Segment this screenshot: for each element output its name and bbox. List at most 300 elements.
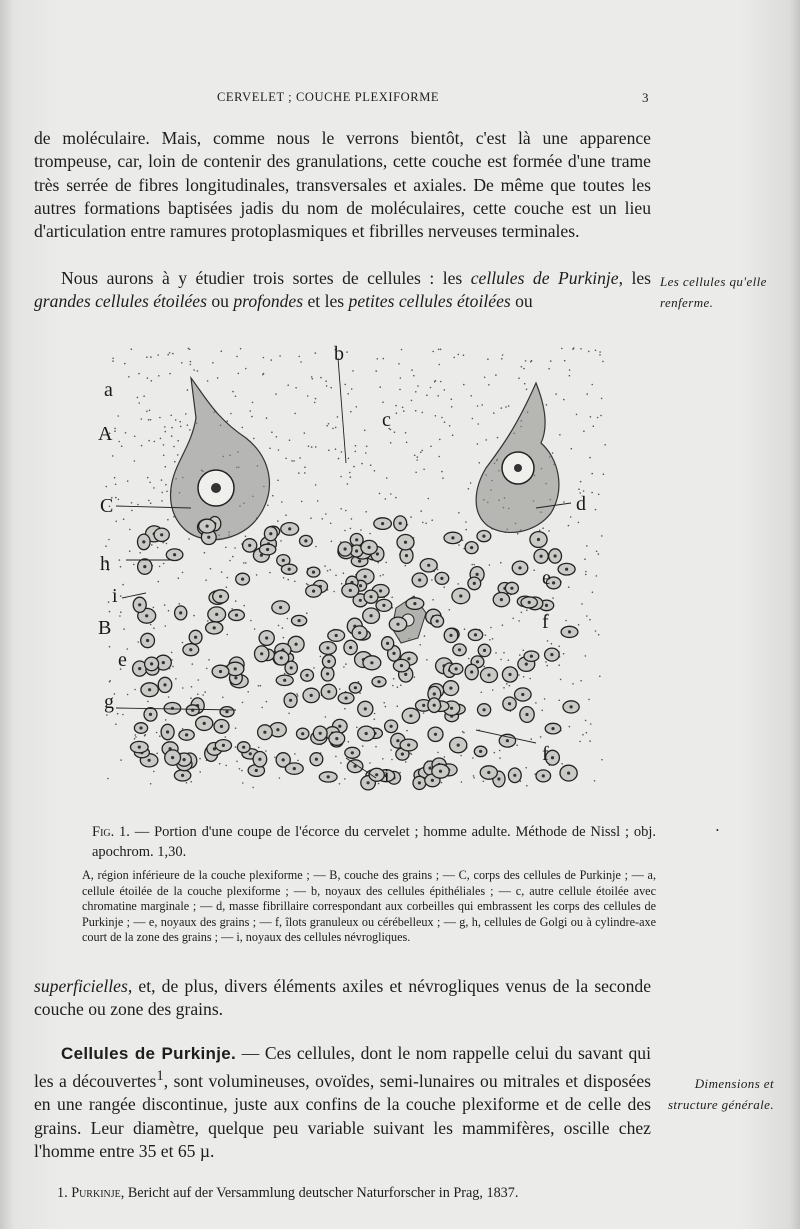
stipple-dot [595, 509, 597, 511]
granule-chromatin [551, 727, 554, 730]
stipple-dot [405, 761, 407, 763]
stipple-dot [207, 620, 209, 622]
stipple-dot [150, 419, 152, 421]
stipple-dot [399, 772, 401, 774]
granule-chromatin [482, 535, 485, 538]
stipple-dot [401, 349, 403, 351]
stipple-dot [253, 438, 255, 440]
stipple-dot [458, 544, 460, 546]
granule-chromatin [545, 604, 548, 607]
granule-chromatin [400, 664, 403, 667]
stipple-dot [432, 351, 434, 353]
stipple-dot [263, 357, 265, 359]
stipple-dot [452, 434, 454, 436]
stipple-dot [492, 689, 494, 691]
stipple-dot [283, 577, 285, 579]
granule-chromatin [304, 539, 307, 542]
granule-chromatin [138, 746, 141, 749]
stipple-dot [297, 760, 299, 762]
stipple-dot [245, 368, 247, 370]
stipple-dot [169, 352, 171, 354]
granule-chromatin [518, 566, 521, 569]
stipple-dot [449, 609, 451, 611]
stipple-dot [123, 518, 125, 520]
granule-chromatin [266, 548, 269, 551]
stipple-dot [593, 425, 595, 427]
stipple-dot [284, 673, 286, 675]
stipple-dot [431, 579, 433, 581]
stipple-dot [374, 713, 376, 715]
stipple-dot [441, 782, 443, 784]
stipple-dot [192, 663, 194, 665]
granule-chromatin [450, 707, 453, 710]
granule-chromatin [404, 673, 407, 676]
stipple-dot [488, 384, 490, 386]
granule-chromatin [280, 656, 283, 659]
p3-em: superficielles [34, 976, 128, 996]
stipple-dot [143, 395, 145, 397]
granule-chromatin [365, 732, 368, 735]
stipple-dot [127, 480, 129, 482]
granule-chromatin [528, 601, 531, 604]
figure-label: e [542, 567, 551, 589]
stipple-dot [263, 373, 265, 375]
stipple-dot [406, 442, 408, 444]
granule-chromatin [476, 573, 479, 576]
stipple-dot [115, 484, 117, 486]
granule-chromatin [265, 636, 268, 639]
stipple-dot [137, 504, 139, 506]
stipple-dot [586, 732, 588, 734]
figure-label: b [334, 343, 344, 365]
stipple-dot [341, 583, 343, 585]
figure-label: e [118, 649, 127, 671]
stipple-dot [185, 413, 187, 415]
granule-chromatin [194, 636, 197, 639]
stipple-dot [279, 355, 281, 357]
purkinje-cell-left [171, 378, 270, 540]
granule-chromatin [269, 532, 272, 535]
stipple-dot [411, 369, 413, 371]
stipple-dot [161, 479, 163, 481]
stipple-dot [383, 358, 385, 360]
stipple-dot [127, 694, 129, 696]
stipple-dot [301, 501, 303, 503]
granule-chromatin [222, 744, 225, 747]
stipple-dot [437, 752, 439, 754]
stipple-dot [210, 568, 212, 570]
stipple-dot [157, 547, 159, 549]
stipple-dot [506, 683, 508, 685]
figure-label: C [100, 495, 114, 517]
stipple-dot [494, 752, 496, 754]
stipple-dot [106, 714, 108, 716]
stipple-dot [481, 692, 483, 694]
granule-chromatin [327, 775, 330, 778]
stipple-dot [525, 360, 527, 362]
stipple-dot [356, 406, 358, 408]
stipple-dot [304, 432, 306, 434]
stipple-dot [344, 384, 346, 386]
stipple-dot [249, 410, 251, 412]
stipple-dot [172, 353, 174, 355]
stipple-dot [137, 641, 139, 643]
stipple-dot [307, 584, 309, 586]
stipple-dot [477, 405, 479, 407]
granule-chromatin [282, 758, 285, 761]
stipple-dot [353, 466, 355, 468]
granule-chromatin [355, 538, 358, 541]
stipple-dot [229, 560, 231, 562]
stipple-dot [548, 530, 550, 532]
stipple-dot [109, 646, 111, 648]
stipple-dot [426, 394, 428, 396]
granule-chromatin [409, 714, 412, 717]
stipple-dot [153, 487, 155, 489]
stipple-dot [198, 679, 200, 681]
stipple-dot [385, 498, 387, 500]
stipple-dot [382, 401, 384, 403]
stipple-dot [307, 395, 309, 397]
stipple-dot [157, 354, 159, 356]
stipple-dot [598, 553, 600, 555]
stipple-dot [134, 738, 136, 740]
stipple-dot [550, 360, 552, 362]
stipple-dot [350, 411, 352, 413]
stipple-dot [523, 368, 525, 370]
stipple-dot [308, 445, 310, 447]
stipple-dot [260, 685, 262, 687]
stipple-dot [300, 361, 302, 363]
granule-chromatin [359, 599, 362, 602]
stipple-dot [326, 385, 328, 387]
stipple-dot [221, 571, 223, 573]
stipple-dot [147, 701, 149, 703]
stipple-dot [546, 665, 548, 667]
p2-text-e: ou [510, 291, 533, 312]
granule-chromatin [370, 661, 373, 664]
granule-chromatin [295, 643, 298, 646]
stipple-dot [311, 446, 313, 448]
stipple-dot [106, 486, 108, 488]
stipple-dot [599, 351, 601, 353]
stipple-dot [437, 569, 439, 571]
granule-chromatin [260, 652, 263, 655]
stipple-dot [151, 544, 153, 546]
granule-chromatin [392, 652, 395, 655]
stipple-dot [232, 391, 234, 393]
granule-chromatin [234, 676, 237, 679]
granule-chromatin [241, 578, 244, 581]
stipple-dot [502, 354, 504, 356]
granule-chromatin [312, 571, 315, 574]
stipple-dot [547, 640, 549, 642]
granule-chromatin [537, 538, 540, 541]
stipple-dot [138, 373, 140, 375]
stipple-dot [578, 624, 580, 626]
granule-chromatin [434, 733, 437, 736]
stipple-dot [473, 564, 475, 566]
stipple-dot [419, 644, 421, 646]
granule-chromatin [551, 756, 554, 759]
granule-chromatin [173, 553, 176, 556]
granule-chromatin [382, 604, 385, 607]
stipple-dot [500, 659, 502, 661]
stipple-dot [131, 348, 133, 350]
stipple-dot [330, 523, 332, 525]
granule-chromatin [449, 634, 452, 637]
stipple-dot [382, 758, 384, 760]
stipple-dot [207, 380, 209, 382]
stipple-dot [269, 572, 271, 574]
granule-chromatin [364, 575, 367, 578]
stipple-dot [172, 666, 174, 668]
stipple-dot [144, 735, 146, 737]
granule-chromatin [381, 522, 384, 525]
stipple-dot [236, 761, 238, 763]
stipple-dot [148, 419, 150, 421]
stipple-dot [588, 351, 590, 353]
stipple-dot [339, 783, 341, 785]
stipple-dot [118, 441, 120, 443]
stipple-dot [128, 376, 130, 378]
stipple-dot [131, 502, 133, 504]
granule-chromatin [550, 653, 553, 656]
granule-chromatin [162, 661, 165, 664]
stipple-dot [572, 683, 574, 685]
stipple-dot [338, 458, 340, 460]
stipple-dot [141, 445, 143, 447]
stipple-dot [340, 762, 342, 764]
granule-chromatin [364, 707, 367, 710]
stipple-dot [171, 435, 173, 437]
figure-label: A [98, 423, 113, 445]
stipple-dot [560, 679, 562, 681]
stipple-dot [344, 778, 346, 780]
stipple-dot [405, 565, 407, 567]
stipple-dot [552, 452, 554, 454]
stipple-dot [561, 348, 563, 350]
granule-chromatin [497, 777, 500, 780]
stipple-dot [271, 359, 273, 361]
stipple-dot [235, 727, 237, 729]
stipple-dot [585, 655, 587, 657]
stipple-dot [366, 446, 368, 448]
stipple-dot [385, 562, 387, 564]
stipple-dot [465, 529, 467, 531]
stipple-dot [324, 565, 326, 567]
stipple-dot [122, 714, 124, 716]
stipple-dot [287, 384, 289, 386]
stipple-dot [431, 519, 433, 521]
stipple-dot [277, 480, 279, 482]
stipple-dot [351, 518, 353, 520]
granule-chromatin [405, 554, 408, 557]
granule-chromatin [301, 732, 304, 735]
stipple-dot [444, 389, 446, 391]
stipple-dot [328, 450, 330, 452]
stipple-dot [243, 605, 245, 607]
stipple-dot [276, 436, 278, 438]
stipple-dot [348, 458, 350, 460]
granule-chromatin [349, 646, 352, 649]
stipple-dot [150, 356, 152, 358]
stipple-dot [245, 562, 247, 564]
stipple-dot [589, 740, 591, 742]
stipple-dot [315, 546, 317, 548]
granule-chromatin [290, 666, 293, 669]
stipple-dot [565, 620, 567, 622]
stipple-dot [285, 514, 287, 516]
stipple-dot [265, 750, 267, 752]
stipple-dot [344, 708, 346, 710]
granule-chromatin [370, 614, 373, 617]
stipple-dot [422, 412, 424, 414]
granule-chromatin [166, 730, 169, 733]
stipple-dot [242, 702, 244, 704]
stipple-dot [335, 756, 337, 758]
stipple-dot [596, 551, 598, 553]
histology-illustration [96, 338, 616, 798]
stipple-dot [416, 459, 418, 461]
granule-chromatin [457, 744, 460, 747]
stipple-dot [540, 736, 542, 738]
stipple-dot [400, 684, 402, 686]
stipple-dot [596, 575, 598, 577]
stipple-dot [177, 454, 179, 456]
stipple-dot [226, 586, 228, 588]
granule-chromatin [138, 603, 141, 606]
stipple-dot [589, 619, 591, 621]
figure-label: f [542, 611, 549, 633]
stipple-dot [444, 756, 446, 758]
stipple-dot [107, 778, 109, 780]
granule-chromatin [327, 690, 330, 693]
granule-chromatin [338, 725, 341, 728]
stipple-dot [382, 574, 384, 576]
granule-chromatin [345, 697, 348, 700]
stipple-dot [440, 381, 442, 383]
stipple-dot [325, 716, 327, 718]
stipple-dot [508, 405, 510, 407]
stipple-dot [293, 460, 295, 462]
stipple-dot [112, 455, 114, 457]
stipple-dot [122, 584, 124, 586]
stipple-dot [435, 415, 437, 417]
granule-chromatin [401, 753, 404, 756]
granule-chromatin [344, 547, 347, 550]
granule-chromatin [142, 540, 145, 543]
granule-chromatin [293, 767, 296, 770]
stipple-dot [315, 484, 317, 486]
stipple-dot [344, 530, 346, 532]
stipple-dot [489, 564, 491, 566]
stipple-dot [444, 421, 446, 423]
granule-chromatin [335, 737, 338, 740]
granule-chromatin [418, 578, 421, 581]
stipple-dot [485, 634, 487, 636]
granule-chromatin [431, 779, 434, 782]
stipple-dot [599, 354, 601, 356]
footnote [57, 1185, 657, 1202]
stipple-dot [271, 431, 273, 433]
granule-chromatin [510, 587, 513, 590]
stipple-dot [378, 783, 380, 785]
stipple-dot [120, 595, 122, 597]
stipple-dot [306, 612, 308, 614]
stipple-dot [392, 685, 394, 687]
granule-chromatin [139, 726, 142, 729]
granule-chromatin [206, 525, 209, 528]
granule-chromatin [542, 774, 545, 777]
stipple-dot [108, 601, 110, 603]
granule-chromatin [474, 633, 477, 636]
page-number: 3 [642, 90, 649, 105]
p2-em-a: cellules de Purkinje [470, 268, 619, 288]
stipple-dot [473, 775, 475, 777]
stipple-dot [322, 518, 324, 520]
stipple-dot [471, 395, 473, 397]
stipple-dot [160, 438, 162, 440]
stipple-dot [168, 610, 170, 612]
granule-chromatin [138, 667, 141, 670]
stipple-dot [118, 499, 120, 501]
granule-chromatin [570, 705, 573, 708]
granule-chromatin [479, 750, 482, 753]
stipple-dot [589, 457, 591, 459]
stipple-dot [261, 707, 263, 709]
stipple-dot [375, 370, 377, 372]
stipple-dot [369, 762, 371, 764]
stipple-dot [148, 440, 150, 442]
stipple-dot [479, 462, 481, 464]
stipple-dot [168, 696, 170, 698]
stipple-dot [396, 412, 398, 414]
stipple-dot [325, 380, 327, 382]
granule-chromatin [283, 679, 286, 682]
granule-chromatin [355, 549, 358, 552]
stipple-dot [283, 637, 285, 639]
stipple-dot [558, 646, 560, 648]
granule-chromatin [483, 708, 486, 711]
stipple-dot [558, 664, 560, 666]
granule-chromatin [413, 602, 416, 605]
stipple-dot [591, 492, 593, 494]
stipple-dot [600, 415, 602, 417]
stipple-dot [231, 608, 233, 610]
stipple-dot [281, 501, 283, 503]
stipple-dot [226, 634, 228, 636]
granule-chromatin [500, 598, 503, 601]
granule-chromatin [525, 663, 528, 666]
stipple-dot [568, 586, 570, 588]
stipple-dot [153, 627, 155, 629]
stipple-dot [351, 388, 353, 390]
stipple-dot [592, 591, 594, 593]
stipple-dot [435, 380, 437, 382]
stipple-dot [359, 692, 361, 694]
p2-em-b: grandes cellules étoilées [34, 291, 207, 312]
granule-chromatin [149, 713, 152, 716]
granule-chromatin [171, 756, 174, 759]
stipple-dot [153, 771, 155, 773]
stipple-dot [161, 500, 163, 502]
stipple-dot [335, 575, 337, 577]
stipple-dot [576, 414, 578, 416]
stipple-dot [170, 415, 172, 417]
stipple-dot [310, 517, 312, 519]
stipple-dot [406, 730, 408, 732]
